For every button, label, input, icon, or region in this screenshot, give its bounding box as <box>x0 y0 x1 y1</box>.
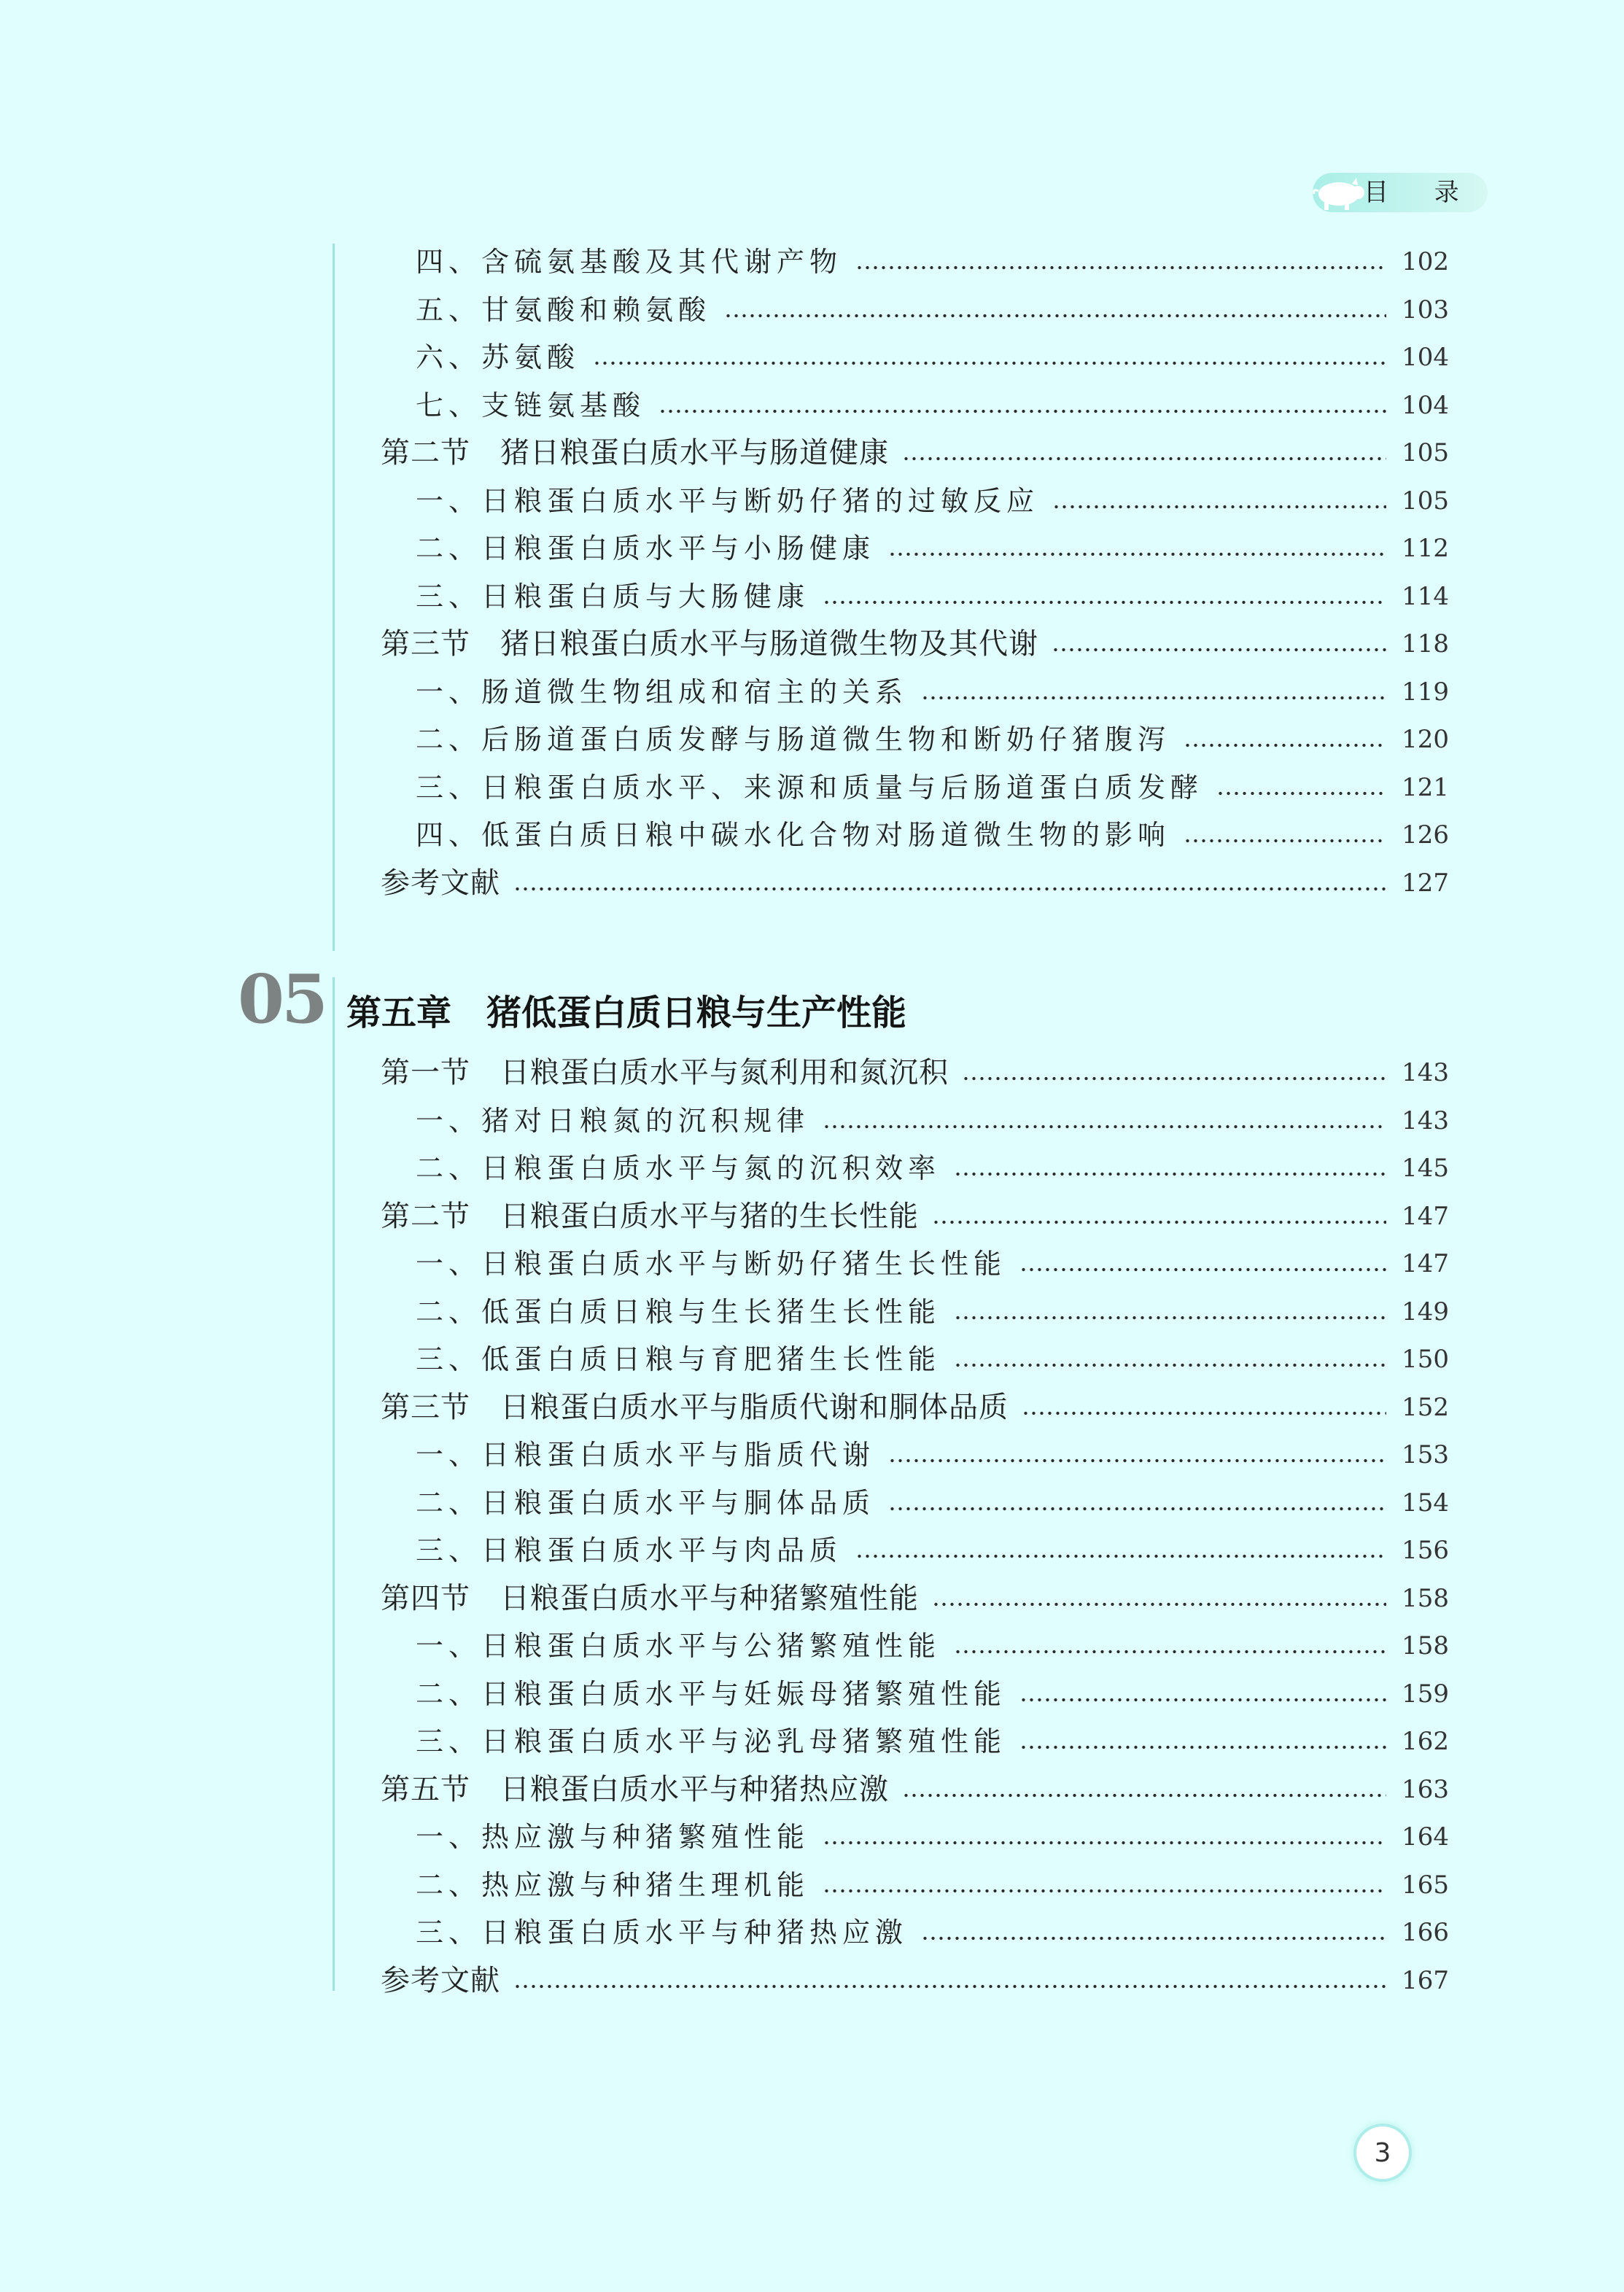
toc-entry-page: 121 <box>1402 772 1449 802</box>
toc-entry-title: 第一节 日粮蛋白质水平与氮利用和氮沉积 <box>381 1056 949 1089</box>
toc-entry-title: 参考文献 <box>381 866 500 900</box>
vertical-rule-top <box>333 244 335 951</box>
toc-entry-title: 三、日粮蛋白质水平、来源和质量与后肠道蛋白质发酵 <box>416 771 1204 804</box>
toc-entry-title: 二、低蛋白质日粮与生长猪生长性能 <box>416 1295 941 1328</box>
toc-entry-title: 第三节 猪日粮蛋白质水平与肠道微生物及其代谢 <box>381 627 1038 661</box>
toc-entry-title: 一、猪对日粮氮的沉积规律 <box>416 1104 810 1137</box>
dot-leader <box>593 361 1386 365</box>
toc-section-entry[interactable] <box>381 1962 1449 1999</box>
dot-leader <box>1184 743 1386 747</box>
toc-entry-title: 七、支链氨基酸 <box>416 389 646 422</box>
toc-entry-title: 三、日粮蛋白质水平与肉品质 <box>416 1534 843 1566</box>
toc-entry[interactable] <box>416 1532 1449 1569</box>
toc-entry-title: 第五节 日粮蛋白质水平与种猪热应激 <box>381 1772 889 1806</box>
toc-entry-page: 114 <box>1402 581 1449 611</box>
toc-entry-page: 156 <box>1402 1536 1449 1565</box>
toc-entry[interactable] <box>416 578 1449 615</box>
toc-entry-title: 二、热应激与种猪生理机能 <box>416 1868 810 1901</box>
dot-leader <box>513 887 1386 891</box>
toc-entry-title: 一、日粮蛋白质水平与公猪繁殖性能 <box>416 1630 941 1662</box>
chapter-number: 05 <box>238 960 326 1038</box>
toc-entry[interactable] <box>416 387 1449 424</box>
toc-entry-page: 149 <box>1402 1297 1449 1326</box>
dot-leader <box>1019 1698 1386 1702</box>
chapter-title: 第五章 猪低蛋白质日粮与生产性能 <box>346 992 907 1033</box>
toc-section-entry[interactable] <box>381 1389 1449 1426</box>
toc-entry[interactable] <box>416 674 1449 710</box>
toc-entry-page: 112 <box>1402 534 1449 563</box>
toc-entry-title: 第四节 日粮蛋白质水平与种猪繁殖性能 <box>381 1581 919 1615</box>
toc-entry[interactable] <box>416 1485 1449 1521</box>
toc-entry-title: 三、日粮蛋白质水平与泌乳母猪繁殖性能 <box>416 1725 1007 1757</box>
toc-entry-title: 三、低蛋白质日粮与育肥猪生长性能 <box>416 1343 941 1375</box>
dot-leader <box>902 1793 1386 1798</box>
dot-leader <box>921 1936 1386 1941</box>
toc-entry[interactable] <box>416 292 1449 328</box>
toc-entry-page: 153 <box>1402 1440 1449 1469</box>
toc-entry-page: 154 <box>1402 1488 1449 1518</box>
toc-entry-page: 104 <box>1402 343 1449 372</box>
page-number: 3 <box>1356 2126 1409 2179</box>
toc-entry-page: 118 <box>1402 629 1449 659</box>
toc-section-entry[interactable] <box>381 435 1449 471</box>
toc-entry[interactable] <box>416 1246 1449 1282</box>
dot-leader <box>1184 839 1386 843</box>
toc-entry-title: 参考文献 <box>381 1963 500 1997</box>
dot-leader <box>954 1172 1386 1176</box>
dot-leader <box>932 1602 1386 1607</box>
dot-leader <box>888 552 1386 556</box>
toc-entry-title: 四、含硫氨基酸及其代谢产物 <box>416 246 843 278</box>
dot-leader <box>954 1316 1386 1320</box>
dot-leader <box>1216 791 1386 796</box>
dot-leader <box>1019 1267 1386 1272</box>
toc-entry-title: 二、后肠道蛋白质发酵与肠道微生物和断奶仔猪腹泻 <box>416 723 1171 755</box>
toc-section-entry[interactable] <box>381 1580 1449 1617</box>
toc-entry-page: 145 <box>1402 1154 1449 1183</box>
toc-entry-title: 二、日粮蛋白质水平与胴体品质 <box>416 1486 876 1519</box>
dot-leader <box>724 314 1386 318</box>
dot-leader <box>921 696 1386 700</box>
toc-entry[interactable] <box>416 1628 1449 1664</box>
dot-leader <box>855 265 1386 270</box>
toc-entry[interactable] <box>416 1914 1449 1951</box>
toc-section-entry[interactable] <box>381 1771 1449 1808</box>
toc-entry[interactable] <box>416 1103 1449 1139</box>
toc-entry-page: 167 <box>1402 1965 1449 1995</box>
toc-entry-page: 120 <box>1402 725 1449 754</box>
toc-entry[interactable] <box>416 1723 1449 1760</box>
dot-leader <box>1022 1411 1386 1415</box>
toc-entry[interactable] <box>416 339 1449 376</box>
toc-entry-title: 三、日粮蛋白质与大肠健康 <box>416 580 810 613</box>
toc-entry-title: 一、肠道微生物组成和宿主的关系 <box>416 675 909 708</box>
toc-entry-page: 102 <box>1402 247 1449 276</box>
toc-entry[interactable] <box>416 817 1449 853</box>
dot-leader <box>962 1076 1386 1081</box>
dot-leader <box>823 600 1386 605</box>
toc-entry-page: 152 <box>1402 1392 1449 1422</box>
toc-entry[interactable] <box>416 769 1449 806</box>
toc-entry-page: 166 <box>1402 1918 1449 1947</box>
toc-entry-page: 105 <box>1402 438 1449 467</box>
dot-leader <box>932 1220 1386 1224</box>
dot-leader <box>1019 1745 1386 1749</box>
toc-entry-page: 159 <box>1402 1679 1449 1709</box>
toc-entry-page: 158 <box>1402 1583 1449 1613</box>
dot-leader <box>823 1889 1386 1893</box>
toc-section-entry[interactable] <box>381 865 1449 901</box>
toc-entry-page: 103 <box>1402 295 1449 325</box>
toc-entry-page: 164 <box>1402 1822 1449 1852</box>
toc-entry[interactable] <box>416 1819 1449 1855</box>
dot-leader <box>823 1841 1386 1845</box>
dot-leader <box>888 1458 1386 1463</box>
toc-entry[interactable] <box>416 1676 1449 1712</box>
toc-entry-page: 104 <box>1402 390 1449 420</box>
toc-entry-page: 162 <box>1402 1727 1449 1756</box>
toc-entry-title: 二、日粮蛋白质水平与小肠健康 <box>416 532 876 564</box>
toc-entry-page: 143 <box>1402 1106 1449 1135</box>
dot-leader <box>954 1650 1386 1654</box>
toc-entry-title: 一、日粮蛋白质水平与断奶仔猪生长性能 <box>416 1248 1007 1280</box>
toc-entry-page: 105 <box>1402 486 1449 516</box>
toc-entry-page: 127 <box>1402 868 1449 898</box>
toc-entry[interactable] <box>416 721 1449 758</box>
toc-entry[interactable] <box>416 1341 1449 1378</box>
pig-icon <box>1310 175 1368 213</box>
dot-leader <box>855 1554 1386 1558</box>
toc-entry-title: 一、日粮蛋白质水平与脂质代谢 <box>416 1439 876 1471</box>
toc-entry[interactable] <box>416 1437 1449 1473</box>
toc-section-entry[interactable] <box>381 626 1449 662</box>
header-title: 目 录 <box>1364 178 1478 207</box>
dot-leader <box>1052 648 1386 652</box>
dot-leader <box>902 457 1386 461</box>
toc-entry-title: 第三节 日粮蛋白质水平与脂质代谢和胴体品质 <box>381 1390 1009 1424</box>
toc-entry-page: 143 <box>1402 1058 1449 1087</box>
toc-entry-title: 五、甘氨酸和赖氨酸 <box>416 293 712 326</box>
dot-leader <box>658 409 1386 413</box>
toc-section-entry[interactable] <box>381 1198 1449 1235</box>
toc-entry[interactable] <box>416 530 1449 567</box>
dot-leader <box>888 1507 1386 1511</box>
toc-entry-title: 四、低蛋白质日粮中碳水化合物对肠道微生物的影响 <box>416 819 1171 851</box>
toc-entry-title: 三、日粮蛋白质水平与种猪热应激 <box>416 1916 909 1949</box>
dot-leader <box>823 1124 1386 1129</box>
toc-entry[interactable] <box>416 1867 1449 1903</box>
toc-entry-page: 165 <box>1402 1870 1449 1900</box>
toc-entry-title: 第二节 猪日粮蛋白质水平与肠道健康 <box>381 436 889 470</box>
dot-leader <box>954 1363 1386 1367</box>
toc-entry[interactable] <box>416 1294 1449 1330</box>
toc-entry[interactable] <box>416 1150 1449 1186</box>
vertical-rule-bottom <box>333 977 335 1991</box>
toc-entry-page: 147 <box>1402 1201 1449 1231</box>
toc-entry-page: 150 <box>1402 1345 1449 1374</box>
toc-entry-page: 158 <box>1402 1631 1449 1660</box>
toc-entry-title: 一、日粮蛋白质水平与断奶仔猪的过敏反应 <box>416 484 1040 517</box>
toc-entry[interactable] <box>416 244 1449 280</box>
toc-entry-title: 二、日粮蛋白质水平与妊娠母猪繁殖性能 <box>416 1677 1007 1710</box>
toc-entry-title: 二、日粮蛋白质水平与氮的沉积效率 <box>416 1152 941 1184</box>
toc-entry-page: 119 <box>1402 677 1449 707</box>
toc-entry-title: 六、苏氨酸 <box>416 341 580 373</box>
dot-leader <box>513 1984 1386 1989</box>
toc-entry-title: 第二节 日粮蛋白质水平与猪的生长性能 <box>381 1199 919 1233</box>
toc-entry-page: 126 <box>1402 820 1449 850</box>
toc-entry-page: 163 <box>1402 1774 1449 1804</box>
toc-entry[interactable] <box>416 483 1449 519</box>
dot-leader <box>1052 505 1386 509</box>
toc-entry-title: 一、热应激与种猪繁殖性能 <box>416 1821 810 1853</box>
toc-entry-page: 147 <box>1402 1249 1449 1278</box>
toc-section-entry[interactable] <box>381 1054 1449 1091</box>
